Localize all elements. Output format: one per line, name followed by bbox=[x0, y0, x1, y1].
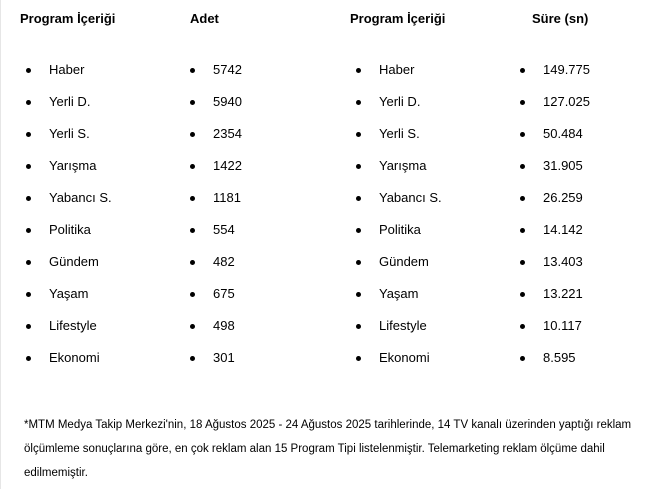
bullet-icon bbox=[520, 164, 525, 169]
duration-value-item-text: 14.142 bbox=[543, 222, 583, 237]
count-category-item-text: Yerli S. bbox=[49, 126, 90, 141]
duration-category-item-text: Politika bbox=[379, 222, 421, 237]
bullet-icon bbox=[190, 132, 195, 137]
bullet-icon bbox=[356, 164, 361, 169]
count-category-item-text: Lifestyle bbox=[49, 318, 97, 333]
bullet-icon bbox=[190, 292, 195, 297]
duration-value-item-text: 10.117 bbox=[543, 318, 582, 333]
duration-value-item-text: 13.221 bbox=[543, 286, 583, 301]
column-header-duration: Süre (sn) bbox=[532, 11, 589, 26]
duration-value-item-text: 26.259 bbox=[543, 190, 583, 205]
duration-value-item-text: 149.775 bbox=[543, 62, 590, 77]
duration-value-item-text: 8.595 bbox=[543, 350, 576, 365]
count-value-item-text: 1422 bbox=[213, 158, 242, 173]
duration-category-item-text: Yerli S. bbox=[379, 126, 420, 141]
duration-category-item-text: Haber bbox=[379, 62, 415, 77]
bullet-icon bbox=[520, 196, 525, 201]
bullet-icon bbox=[26, 292, 31, 297]
bullet-icon bbox=[356, 324, 361, 329]
count-category-item-text: Politika bbox=[49, 222, 91, 237]
bullet-icon bbox=[190, 260, 195, 265]
duration-category-item-text: Yaşam bbox=[379, 286, 419, 301]
bullet-icon bbox=[26, 100, 31, 105]
count-category-item-text: Yabancı S. bbox=[49, 190, 112, 205]
bullet-icon bbox=[356, 228, 361, 233]
duration-category-item-text: Lifestyle bbox=[379, 318, 427, 333]
bullet-icon bbox=[356, 100, 361, 105]
bullet-icon bbox=[190, 196, 195, 201]
count-category-item-text: Yerli D. bbox=[49, 94, 91, 109]
bullet-icon bbox=[356, 68, 361, 73]
bullet-icon bbox=[190, 164, 195, 169]
bullet-icon bbox=[26, 260, 31, 265]
column-header-count: Adet bbox=[190, 11, 219, 26]
bullet-icon bbox=[520, 260, 525, 265]
bullet-icon bbox=[356, 356, 361, 361]
bullet-icon bbox=[356, 292, 361, 297]
bullet-icon bbox=[520, 132, 525, 137]
bullet-icon bbox=[356, 196, 361, 201]
bullet-icon bbox=[26, 132, 31, 137]
bullet-icon bbox=[190, 100, 195, 105]
count-value-item-text: 5940 bbox=[213, 94, 242, 109]
duration-category-item-text: Yarışma bbox=[379, 158, 427, 173]
duration-value-item-text: 31.905 bbox=[543, 158, 583, 173]
bullet-icon bbox=[520, 68, 525, 73]
column-header-content-right: Program İçeriği bbox=[350, 11, 446, 26]
count-value-item-text: 482 bbox=[213, 254, 235, 269]
duration-value-item-text: 50.484 bbox=[543, 126, 583, 141]
bullet-icon bbox=[520, 356, 525, 361]
bullet-icon bbox=[520, 100, 525, 105]
bullet-icon bbox=[190, 324, 195, 329]
bullet-icon bbox=[520, 228, 525, 233]
bullet-icon bbox=[26, 356, 31, 361]
bullet-icon bbox=[26, 68, 31, 73]
count-value-item-text: 2354 bbox=[213, 126, 242, 141]
bullet-icon bbox=[190, 68, 195, 73]
duration-value-item-text: 13.403 bbox=[543, 254, 583, 269]
duration-value-item-text: 127.025 bbox=[543, 94, 590, 109]
count-value-item-text: 5742 bbox=[213, 62, 242, 77]
bullet-icon bbox=[26, 196, 31, 201]
bullet-icon bbox=[520, 324, 525, 329]
bullet-icon bbox=[26, 324, 31, 329]
count-category-item-text: Ekonomi bbox=[49, 350, 100, 365]
count-value-item-text: 1181 bbox=[213, 190, 241, 205]
left-border bbox=[0, 0, 1, 489]
bullet-icon bbox=[356, 260, 361, 265]
duration-category-item-text: Yerli D. bbox=[379, 94, 421, 109]
count-category-item-text: Haber bbox=[49, 62, 85, 77]
count-category-item-text: Yarışma bbox=[49, 158, 97, 173]
bullet-icon bbox=[356, 132, 361, 137]
duration-category-item-text: Ekonomi bbox=[379, 350, 430, 365]
bullet-icon bbox=[26, 228, 31, 233]
count-value-item-text: 498 bbox=[213, 318, 235, 333]
count-value-item-text: 301 bbox=[213, 350, 235, 365]
count-category-item-text: Yaşam bbox=[49, 286, 89, 301]
count-value-item-text: 554 bbox=[213, 222, 235, 237]
bullet-icon bbox=[520, 292, 525, 297]
count-value-item-text: 675 bbox=[213, 286, 235, 301]
column-header-content-left: Program İçeriği bbox=[20, 11, 116, 26]
count-category-item-text: Gündem bbox=[49, 254, 99, 269]
bullet-icon bbox=[26, 164, 31, 169]
duration-category-item-text: Yabancı S. bbox=[379, 190, 442, 205]
bullet-icon bbox=[190, 228, 195, 233]
footnote: *MTM Medya Takip Merkezi'nin, 18 Ağustos 2025 - 24 Ağustos 2025 tarihlerinde, 14 TV kanalı üzerinden yaptığı reklam ölçümleme sonuçlarına göre, en çok reklam alan 15 Program Tipi listelenmiştir. Telemarketing reklam ölçüme dahil edilmemiştir. bbox=[24, 419, 632, 479]
bullet-icon bbox=[190, 356, 195, 361]
duration-category-item-text: Gündem bbox=[379, 254, 429, 269]
